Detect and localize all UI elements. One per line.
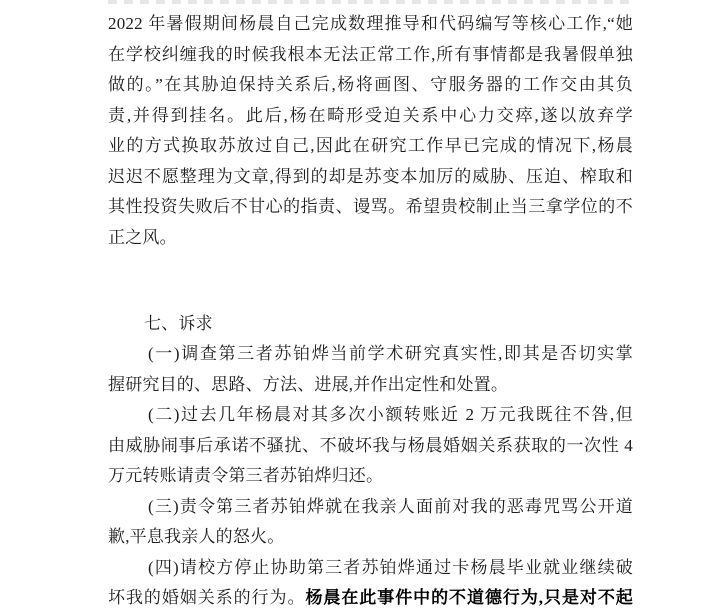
paragraph-line: 正之风。 bbox=[108, 227, 177, 247]
section-heading: 七、诉求 bbox=[144, 313, 213, 333]
paragraph-line: 迟迟不愿整理为文章,得到的却是苏变本加厉的威胁、压迫、榨取和 bbox=[108, 166, 633, 186]
text-column bbox=[108, 9, 633, 610]
demand-line: 歉,平息我亲人的怒火。 bbox=[108, 527, 285, 546]
paragraph-line: 2022 年暑假期间杨晨自己完成数理推导和代码编写等核心工作,“她 bbox=[108, 14, 633, 33]
cut-off-line-top bbox=[108, 0, 633, 4]
demand-line: (二)过去几年杨晨对其多次小额转账近 2 万元我既往不咎,但 bbox=[148, 405, 633, 424]
demand-line: 万元转账请责令第三者苏铂烨归还。 bbox=[108, 466, 384, 485]
paragraph-line: 业的方式换取苏放过自己,因此在研究工作早已完成的情况下,杨晨 bbox=[108, 136, 633, 155]
paragraph-line: 责,并得到挂名。此后,杨在畸形受迫关系中心力交瘁,遂以放弃学 bbox=[108, 105, 633, 125]
demand-line-last bbox=[108, 583, 633, 610]
paragraph-line: 其性投资失败后不甘心的指责、谩骂。希望贵校制止当三拿学位的不 bbox=[108, 197, 633, 216]
paragraph-line: 做的。”在其胁迫保持关系后,杨将画图、守服务器的工作交由其负 bbox=[108, 75, 633, 94]
demand-line: (一)调查第三者苏铂烨当前学术研究真实性,即其是否切实掌 bbox=[148, 344, 633, 363]
paragraph-line: 在学校纠缠我的时候我根本无法正常工作,所有事情都是我暑假单独 bbox=[108, 44, 633, 64]
demand-line: (三)责令第三者苏铂烨就在我亲人面前对我的恶毒咒骂公开道 bbox=[148, 496, 633, 516]
demand-line: (四)请校方停止协助第三者苏铂烨通过卡杨晨毕业就业继续破 bbox=[148, 557, 633, 577]
last-line-normal-text: 坏我的婚姻关系的行为。 bbox=[108, 588, 306, 607]
bold-emphasis-text: 杨晨在此事件中的不道德行为,只是对不起 bbox=[305, 588, 633, 607]
demand-line: 握研究目的、思路、方法、进展,并作出定性和处置。 bbox=[108, 374, 509, 394]
demand-line: 由威胁闹事后承诺不骚扰、不破坏我与杨晨婚姻关系获取的一次性 4 bbox=[108, 435, 633, 455]
paragraph-gap bbox=[108, 253, 633, 309]
